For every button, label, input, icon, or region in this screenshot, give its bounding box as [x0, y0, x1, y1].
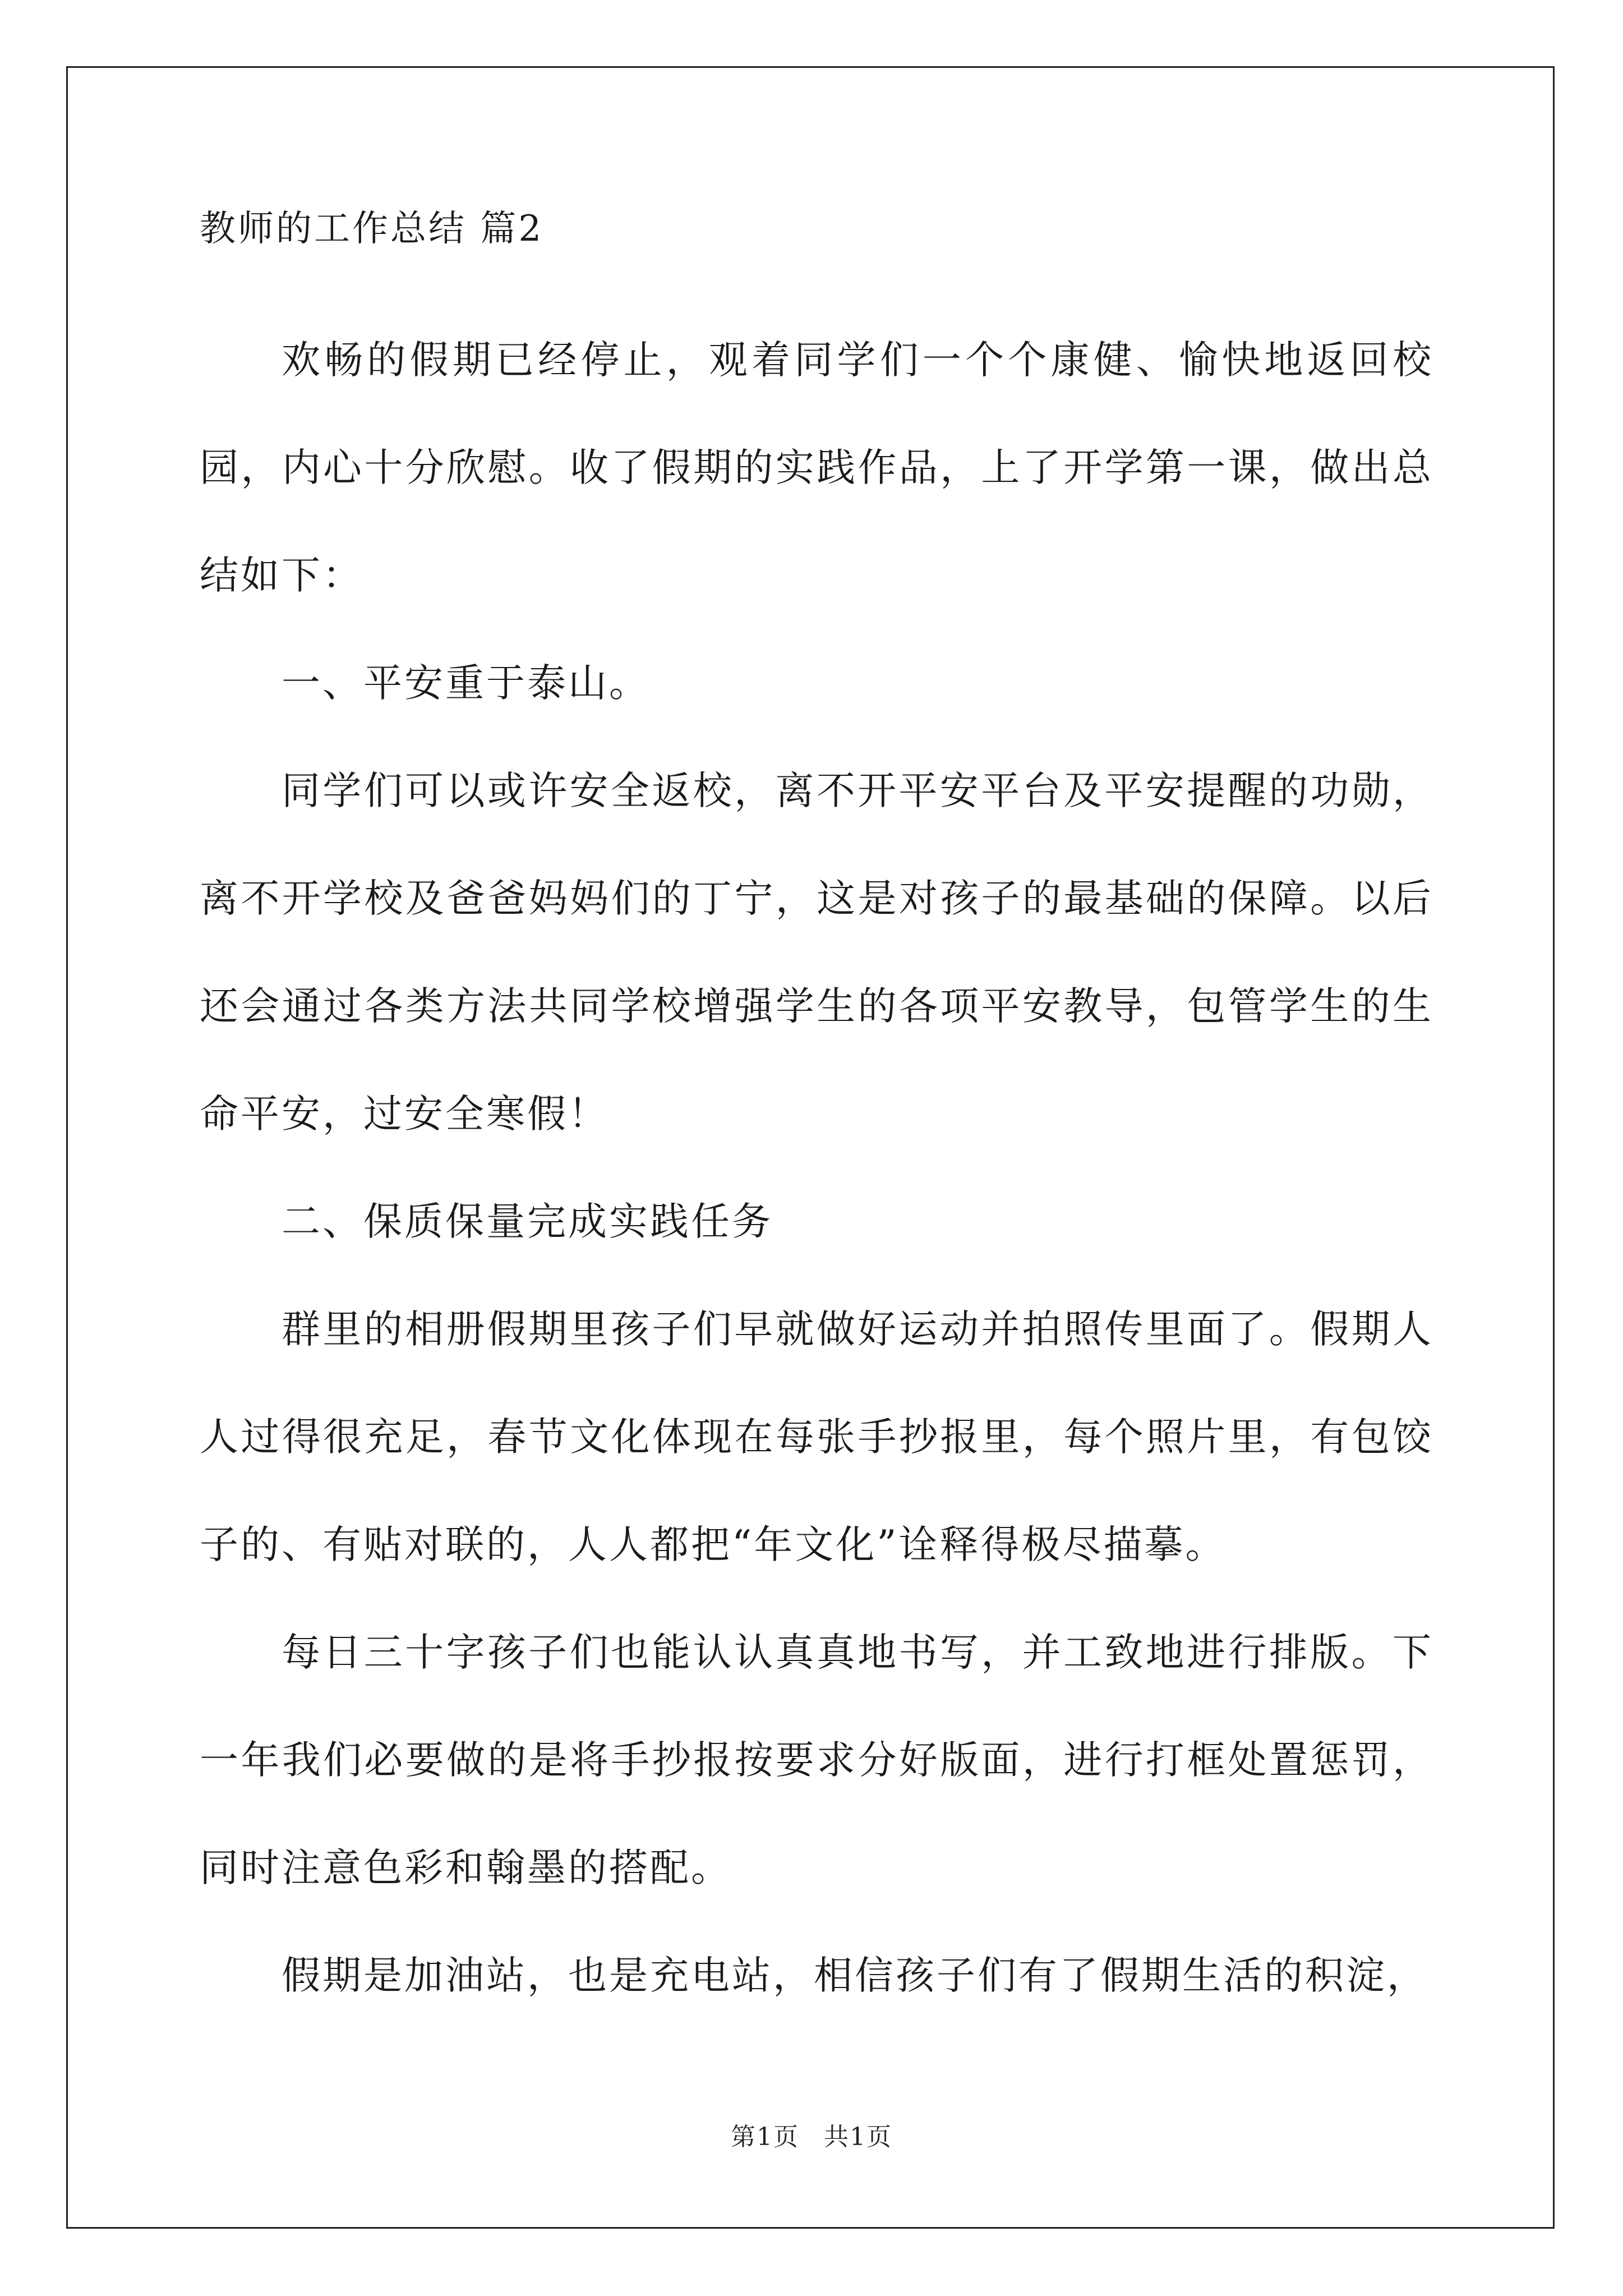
page-footer	[0, 2120, 1623, 2154]
paragraph-closing: 假期是加油站，也是充电站，相信孩子们有了假期生活的积淀，	[282, 1953, 1428, 1998]
document-body	[200, 201, 1433, 2030]
section-heading-safety: 一、平安重于泰山。	[282, 661, 650, 706]
document-title: 教师的工作总结 篇2	[200, 208, 544, 250]
paragraph-album: 群里的相册假期里孩子们早就做好运动并拍照传里面了。假期人人过得很充足，春节文化体现在每张手抄报里，每个照片里，有包饺子的、有贴对联的，人人都把“年文化”诠释得极尽描摹。	[200, 1307, 1433, 1567]
paragraph-safety: 同学们可以或许安全返校，离不开平安平台及平安提醒的功勋，离不开学校及爸爸妈妈们的丁宁，这是对孩子的最基础的保障。以后还会通过各类方法共同学校增强学生的各项平安教导，包管学生的生命平安，过安全寒假！	[200, 769, 1433, 1137]
paragraph-intro: 欢畅的假期已经停止，观着同学们一个个康健、愉快地返回校园，内心十分欣慰。收了假期的实践作品，上了开学第一课，做出总结如下：	[200, 338, 1433, 598]
page-number: 第1页	[731, 2123, 799, 2151]
page-total: 共1页	[824, 2123, 892, 2151]
paragraph-writing: 每日三十字孩子们也能认认真真地书写，并工致地进行排版。下一年我们必要做的是将手抄报按要求分好版面，进行打框处置惩罚，同时注意色彩和翰墨的搭配。	[200, 1630, 1433, 1890]
section-heading-tasks: 二、保质保量完成实践任务	[282, 1199, 773, 1244]
